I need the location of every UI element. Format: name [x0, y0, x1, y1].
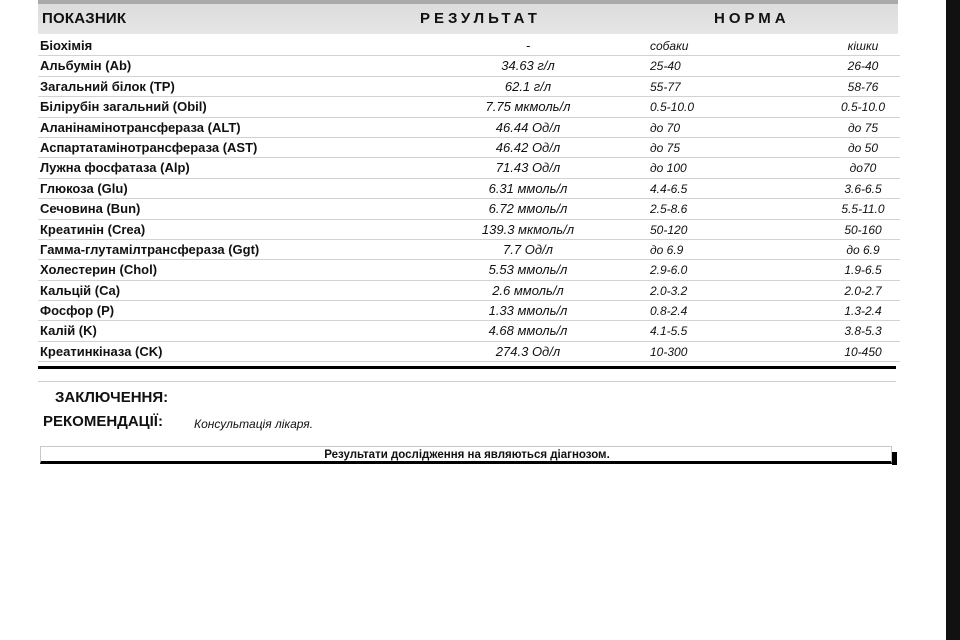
norm-dogs: 2.5-8.6 [650, 202, 688, 217]
result-value: 1.33 ммоль/л [488, 303, 568, 319]
result-value: 7.7 Од/л [503, 241, 553, 257]
header-norm: НОРМА [714, 10, 790, 27]
norm-dogs: 50-120 [650, 222, 688, 237]
parameter-name: Калій (K) [40, 323, 97, 339]
parameter-name: Фосфор (P) [40, 303, 115, 319]
result-value: 71.43 Од/л [495, 160, 561, 176]
norm-cats: 1.3-2.4 [844, 304, 882, 319]
result-value: 62.1 г/л [504, 78, 552, 94]
parameter-name: Кальцій (Ca) [40, 282, 121, 298]
norm-cats: 3.8-5.3 [844, 324, 882, 339]
norm-dogs: 2.9-6.0 [650, 263, 688, 278]
parameter-name: Біохімія [40, 38, 93, 53]
recommendations-text: Консультація лікаря. [194, 417, 314, 431]
norm-cats: 58-76 [847, 79, 879, 94]
table-row [38, 220, 900, 240]
result-value: 46.42 Од/л [495, 139, 561, 155]
disclaimer-box-edge [892, 452, 897, 465]
norm-dogs: 2.0-3.2 [650, 283, 688, 298]
table-row [38, 158, 900, 178]
norm-cats: 1.9-6.5 [844, 263, 882, 278]
parameter-name: Холестерин (Chol) [40, 262, 158, 278]
divider [38, 381, 896, 382]
norm-cats: до 75 [848, 120, 878, 135]
norm-dogs: 4.1-5.5 [650, 324, 688, 339]
table-row [38, 56, 900, 76]
recommendations-label: РЕКОМЕНДАЦІЇ: [43, 413, 163, 430]
parameter-name: Гамма-глутамілтрансфераза (Ggt) [40, 241, 260, 257]
table-row [38, 199, 900, 219]
norm-cats: до 50 [848, 140, 878, 155]
norm-dogs: 4.4-6.5 [650, 181, 688, 196]
result-value: 5.53 ммоль/л [488, 262, 568, 278]
result-value: - [525, 38, 531, 53]
parameter-name: Креатинкіназа (CK) [40, 343, 163, 359]
norm-dogs: собаки [650, 39, 689, 53]
table-header [38, 0, 898, 34]
table-row [38, 240, 900, 260]
result-value: 139.3 мкмоль/л [481, 221, 575, 237]
table-row [38, 179, 900, 199]
table-row [38, 301, 900, 321]
norm-cats: до70 [849, 161, 877, 176]
norm-dogs: 0.8-2.4 [650, 304, 688, 319]
disclaimer-text: Результати дослідження на являються діагнозом. [324, 449, 610, 461]
norm-cats: 2.0-2.7 [844, 283, 882, 298]
parameter-name: Креатинін (Crea) [40, 221, 146, 237]
norm-dogs: 0.5-10.0 [650, 100, 695, 115]
norm-cats: до 6.9 [846, 242, 880, 257]
result-value: 7.75 мкмоль/л [485, 99, 571, 115]
norm-cats: 0.5-10.0 [840, 100, 886, 115]
norm-cats: 26-40 [847, 59, 879, 74]
norm-dogs: 55-77 [650, 79, 681, 94]
norm-dogs: до 100 [650, 161, 687, 176]
norm-cats: кішки [847, 39, 879, 53]
parameter-name: Глюкоза (Glu) [40, 180, 128, 196]
table-bottom-rule [38, 366, 896, 369]
table-row [38, 97, 900, 117]
norm-dogs: до 75 [650, 140, 680, 155]
norm-cats: 3.6-6.5 [844, 181, 882, 196]
parameter-name: Аланінамінотрансфераза (ALT) [40, 119, 241, 135]
result-value: 2.6 ммоль/л [492, 282, 564, 298]
result-value: 34.63 г/л [501, 58, 555, 74]
viewer-edge-strip [946, 0, 960, 640]
norm-dogs: до 70 [650, 120, 680, 135]
norm-dogs: 10-300 [650, 344, 688, 359]
result-value: 6.31 ммоль/л [488, 180, 568, 196]
result-value: 4.68 ммоль/л [488, 323, 568, 339]
norm-cats: 50-160 [844, 222, 882, 237]
disclaimer-box [40, 446, 892, 464]
table-row [38, 77, 900, 97]
parameter-name: Білірубін загальний (Obil) [40, 99, 207, 115]
norm-dogs: до 6.9 [650, 242, 684, 257]
parameter-name: Сечовина (Bun) [40, 201, 141, 217]
table-row [38, 281, 900, 301]
table-row [38, 36, 900, 56]
result-value: 274.3 Од/л [495, 343, 561, 359]
results-table [38, 36, 900, 362]
table-row [38, 321, 900, 341]
norm-cats: 10-450 [844, 344, 882, 359]
parameter-name: Альбумін (Ab) [40, 58, 132, 74]
table-row [38, 138, 900, 158]
parameter-name: Загальний білок (TP) [40, 78, 175, 94]
table-row [38, 260, 900, 280]
parameter-name: Аспартатамінотрансфераза (AST) [40, 139, 258, 155]
result-value: 6.72 ммоль/л [488, 201, 568, 217]
conclusion-label: ЗАКЛЮЧЕННЯ: [55, 389, 169, 406]
header-result: РЕЗУЛЬТАТ [420, 10, 541, 27]
table-row [38, 342, 900, 362]
parameter-name: Лужна фосфатаза (Alp) [40, 160, 190, 176]
norm-cats: 5.5-11.0 [841, 202, 885, 217]
header-parameter: ПОКАЗНИК [42, 10, 127, 27]
norm-dogs: 25-40 [650, 59, 681, 74]
table-row [38, 118, 900, 138]
result-value: 46.44 Од/л [495, 119, 561, 135]
